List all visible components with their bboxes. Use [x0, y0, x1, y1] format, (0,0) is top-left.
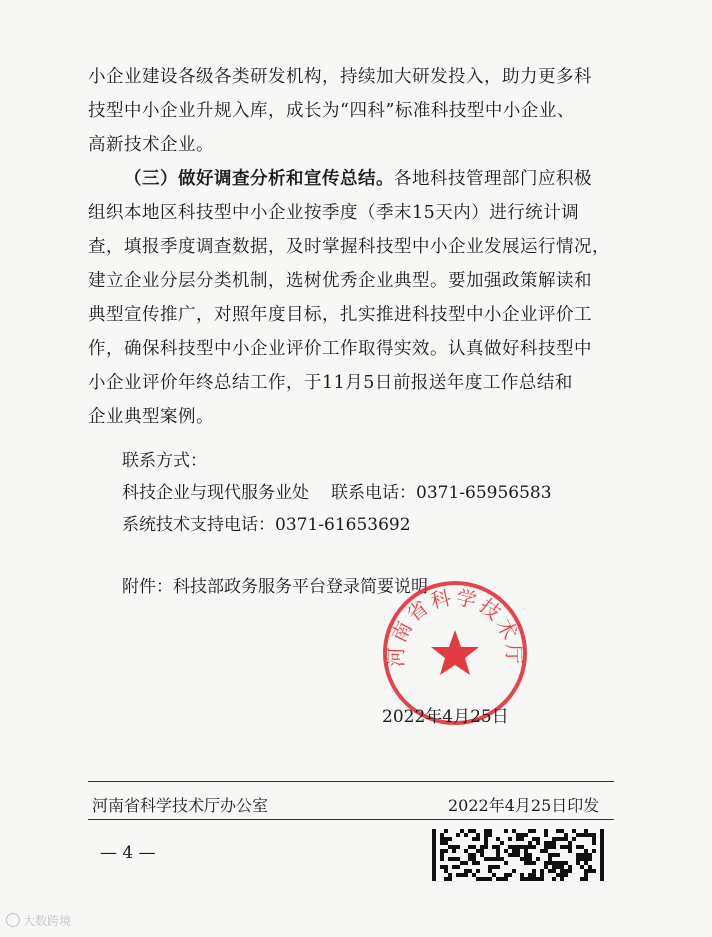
seal-text: 河南省科学技术厅: [383, 584, 527, 668]
body-line: 小企业建设各级各类研发机构，持续加大研发投入，助力更多科: [88, 67, 592, 87]
body-line: 技型中小企业升规入库，成长为“四科”标准科技型中小企业、: [88, 101, 575, 121]
footer-print-date: 2022年4月25日印发: [448, 796, 600, 815]
contact-dept-phone: 0371-65956583: [416, 483, 552, 503]
section-three-first-line: [88, 162, 628, 196]
contact-support-label: 系统技术支持电话：: [122, 515, 275, 535]
contact-support-phone: 0371-61653692: [275, 515, 411, 535]
section-three-paragraph: [88, 162, 628, 434]
contact-support-line: [122, 510, 411, 541]
contact-title: 联系方式：: [122, 451, 207, 471]
section-three-line: 查，填报季度调查数据，及时掌握科技型中小企业发展运行情况，: [88, 237, 610, 257]
watermark: [6, 912, 71, 929]
section-three-line: 建立企业分层分类机制，选树优秀企业典型。要加强政策解读和: [88, 271, 592, 291]
attachment-line: 附件：科技部政务服务平台登录简要说明: [122, 577, 428, 597]
section-three-first-line-text: 各地科技管理部门应积极: [394, 169, 592, 189]
contact-dept-phone-label: 联系电话：: [331, 483, 416, 503]
body-line: 高新技术企业。: [88, 135, 214, 155]
section-three-line: 典型宣传推广，对照年度目标，扎实推进科技型中小企业评价工: [88, 305, 592, 325]
section-three-line: 组织本地区科技型中小企业按季度（季末15天内）进行统计调: [88, 203, 580, 223]
footer-bottom-rule: [88, 819, 614, 820]
contact-dept: 科技企业与现代服务业处: [122, 483, 309, 503]
section-three-line: 作，确保科技型中小企业评价工作取得实效。认真做好科技型中: [88, 339, 592, 359]
footer-top-rule: [88, 781, 614, 782]
watermark-logo-icon: [6, 913, 20, 927]
section-three-line: 企业典型案例。: [88, 407, 214, 427]
section-three-heading: （三）做好调查分析和宣传总结。: [124, 169, 394, 189]
page-number: — 4 —: [100, 843, 156, 863]
seal-star-icon: [431, 630, 479, 675]
barcode-icon: [432, 828, 604, 882]
watermark-text: 大数跨境: [23, 914, 72, 928]
body-paragraph-continued: [88, 60, 628, 162]
contact-dept-line: [122, 478, 552, 509]
footer-office: 河南省科学技术厅办公室: [92, 796, 269, 815]
issue-date: 2022年4月25日: [382, 707, 509, 727]
section-three-line: 小企业评价年终总结工作，于11月5日前报送年度工作总结和: [88, 373, 573, 393]
